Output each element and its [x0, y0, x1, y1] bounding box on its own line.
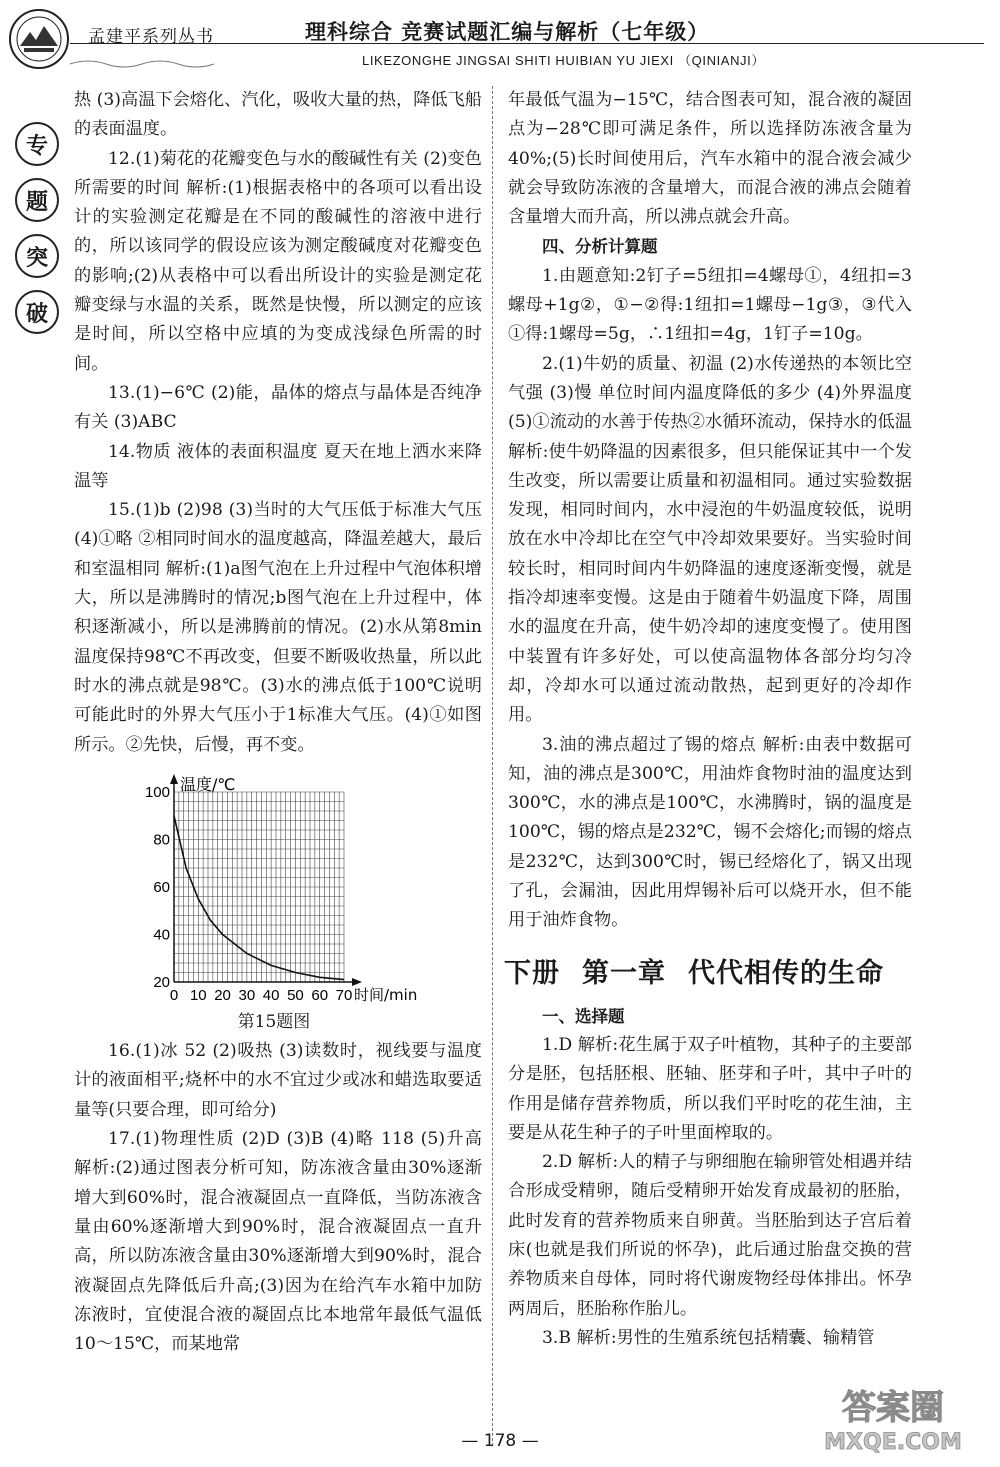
chapter-heading: [504, 952, 912, 996]
x-tick-label: 70: [335, 986, 353, 1004]
watermark-url: MXQE.COM: [824, 1430, 962, 1455]
header-ornament: [68, 58, 218, 70]
chapter-volume: 下册: [504, 957, 560, 989]
calc-answer-2: 2.(1)牛奶的质量、初温 (2)水传递热的本领比空气强 (3)慢 单位时间内温度降低的多少 (4)外界温度 (5)①流动的水善于传热②水循环流动，保持水的低温 解析:使牛奶降温的因素很多，但只能保证其中一个发生改变，所以需要让质量和初温相同。通过实验数据发现，相同时间内，水中浸泡的牛奶温度较低，说明放在水中冷却比在空气中冷却效果要好。当实验时间较长时，相同时间内牛奶降温的速度逐渐变慢，就是指冷却速率变慢。这是由于随着牛奶温度下降，周围水的温度在升高，使牛奶冷却的速度变慢了。使用图中装置有许多好处，可以使高温物体各部分均匀冷却，冷却水可以通过流动散热，起到更好的冷却作用。: [508, 353, 912, 726]
side-tab-char: 专: [15, 122, 59, 166]
cooling-curve: [174, 816, 344, 980]
x-tick-label: 40: [262, 986, 280, 1004]
watermark-text: 答案圈: [842, 1388, 944, 1428]
answer-13: 13.(1)−6℃ (2)能，晶体的熔点与晶体是否纯净有关 (3)ABC: [74, 382, 482, 433]
section-heading: 一、选择题: [542, 1006, 625, 1026]
x-tick-label: 10: [189, 986, 207, 1004]
answer-16: 16.(1)冰 52 (2)吸热 (3)读数时，视线要与温度计的液面相平;烧杯中的水不宜过少或冰和蜡选取要适量等(只要合理，即可给分): [74, 1041, 482, 1120]
series-name: 孟建平系列丛书: [88, 27, 214, 47]
page-number: — 178 —: [461, 1431, 539, 1451]
side-tab-char: 题: [15, 178, 59, 222]
section-heading: 四、分析计算题: [542, 237, 658, 257]
y-axis-label: 温度/℃: [180, 774, 236, 794]
x-tick-label: 50: [287, 986, 304, 1004]
y-tick-label: 100: [144, 783, 170, 801]
answer-continued: 年最低气温为−15℃，结合图表可知，混合液的凝固点为−28℃即可满足条件，所以选择防冻液含量为40%;(5)长时间使用后，汽车水箱中的混合液会减少就会导致防冻液的含量增大，而混合液的沸点会随着含量增大而升高，所以沸点就会升高。: [508, 90, 912, 228]
y-axis-arrow-icon: [170, 774, 178, 784]
choice-answer-2: 2.D 解析:人的精子与卵细胞在输卵管处相遇并结合形成受精卵，随后受精卵开始发育成最初的胚胎，此时发育的营养物质来自卵黄。当胚胎到达子宫后着床(也就是我们所说的怀孕)，此后通过胎盘交换的营养物质来自母体，同时将代谢废物经母体排出。怀孕两周后，胚胎称作胎儿。: [508, 1152, 912, 1319]
y-tick-label: 40: [153, 926, 170, 944]
calc-answer-1: 1.由题意知:2钉子=5纽扣=4螺母①，4纽扣=3螺母+1g②，①−②得:1纽扣=1螺母−1g③，③代入①得:1螺母=5g，∴1纽扣=4g，1钉子=10g。: [508, 265, 912, 345]
right-column: [504, 86, 912, 1353]
y-tick-label: 20: [153, 973, 170, 991]
chart-caption: 第15题图: [237, 1011, 311, 1032]
header-rule: [70, 43, 984, 44]
side-tab: [8, 122, 66, 346]
book-title: 理科综合 竞赛试题汇编与解析（七年级）: [305, 19, 710, 44]
choice-answer-3: 3.B 解析:男性的生殖系统包括精囊、输精管: [542, 1327, 875, 1348]
answer-12: 12.(1)菊花的花瓣变色与水的酸碱性有关 (2)变色所需要的时间 解析:(1)根据表格中的各项可以看出设计的实验测定花瓣是在不同的酸碱性的溶液中进行的，所以该同学的假设应该为测定酸碱度对花瓣变色的影响;(2)从表格中可以看出所设计的实验是测定花瓣变绿与水温的关系，既然是快慢，所以测定的应该是时间，所以空格中应填的为变成浅绿色所需的时间。: [74, 148, 482, 374]
answer-17: 17.(1)物理性质 (2)D (3)B (4)略 118 (5)升高 解析:(2)通过图表分析可知，防冻液含量由30%逐渐增大到60%时，混合液凝固点一直降低，当防冻液含量由60%逐渐增大到90%时，混合液凝固点一直升高，所以防冻液含量由30%逐渐增大到90%时，混合液凝固点先降低后升高;(3)因为在给汽车水箱中加防冻液时，宜使混合液的凝固点比本地常年最低气温低10～15℃，而某地常: [74, 1129, 482, 1355]
chapter-number: 第一章: [582, 957, 666, 989]
temperature-chart: [74, 768, 482, 1008]
book-title-pinyin: LIKEZONGHE JINGSAI SHITI HUIBIAN YU JIEXI （QINIANJI）: [362, 53, 765, 68]
y-tick-label: 80: [153, 831, 170, 849]
x-tick-label: 60: [311, 986, 329, 1004]
x-axis-label: 时间/min: [354, 985, 418, 1004]
y-tick-label: 60: [153, 878, 170, 896]
series-logo-icon: [8, 8, 70, 70]
calc-answer-3: 3.油的沸点超过了锡的熔点 解析:由表中数据可知，油的沸点是300℃，用油炸食物时油的温度达到300℃，水的沸点是100℃，水沸腾时，锅的温度是100℃，锡的熔点是232℃，锡不会熔化;而锡的熔点是232℃，达到300℃时，锡已经熔化了，锅又出现了孔，会漏油，因此用焊锡补后可以烧开水，但不能用于油炸食物。: [508, 734, 912, 931]
answer-14: 14.物质 液体的表面积温度 夏天在地上洒水来降温等: [74, 441, 482, 491]
column-divider: [492, 86, 493, 1446]
chart-svg: [74, 768, 482, 1008]
chapter-title: 代代相传的生命: [688, 957, 884, 989]
x-tick-label: 20: [214, 986, 231, 1004]
choice-answer-1: 1.D 解析:花生属于双子叶植物，其种子的主要部分是胚，包括胚根、胚轴、胚芽和子叶，其中子叶的作用是储存营养物质，所以我们平时吃的花生油，主要是从花生种子的子叶里面榨取的。: [508, 1034, 912, 1143]
x-tick-label: 0: [169, 986, 179, 1004]
side-tab-char: 突: [15, 234, 59, 278]
x-tick-label: 30: [238, 986, 256, 1004]
left-column: [74, 86, 482, 1359]
side-tab-char: 破: [15, 290, 59, 334]
x-axis-arrow-icon: [352, 978, 362, 986]
watermark-logo: [804, 1375, 982, 1461]
answer-paragraph: 热 (3)高温下会熔化、汽化，吸收大量的热，降低飞船的表面温度。: [74, 90, 482, 140]
answer-15: 15.(1)b (2)98 (3)当时的大气压低于标准大气压 (4)①略 ②相同时间水的温度越高，降温差越大，最后和室温相同 解析:(1)a图气泡在上升过程中气泡体积增大，所以是沸腾时的情况;b图气泡在上升过程中，体积逐渐减小，所以是沸腾前的情况。(2)水从第8min温度保持98℃不再改变，但要不断吸收热量，所以此时水的沸点就是98℃。(3)水的沸点低于100℃说明可能此时的外界大气压小于1标准大气压。(4)①如图所示。②先快，后慢，再不变。: [74, 500, 482, 755]
